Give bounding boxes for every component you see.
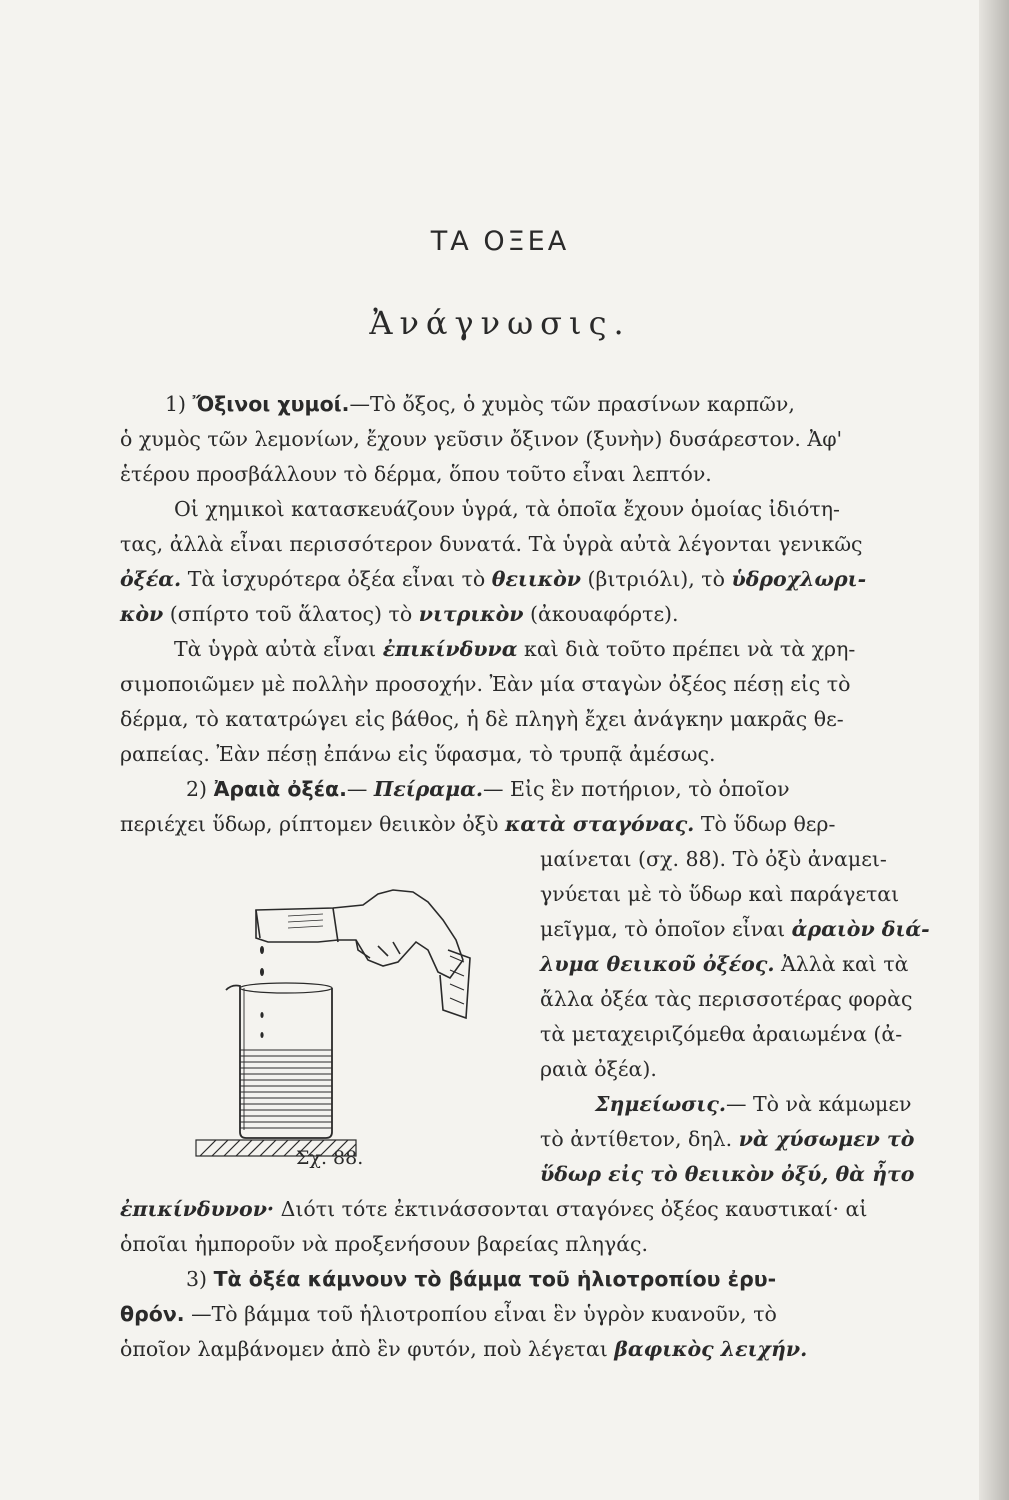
text-line [120, 1228, 970, 1260]
text-line [540, 1018, 1009, 1050]
text-span: ὁποῖον λαμβάνομεν ἀπὸ ἓν φυτόν, ποὺ λέγεται [120, 1337, 615, 1361]
text-line [540, 913, 1009, 945]
text-line [120, 458, 970, 490]
figure-88 [188, 880, 498, 1170]
text-line [120, 808, 970, 840]
bold-heading-text: Ἀραιὰ ὀξέα. [213, 777, 347, 801]
text-line [540, 1123, 1009, 1155]
text-span: — Τὸ νὰ κάμωμεν [725, 1092, 912, 1116]
section-heading: Ἀνάγνωσις. [369, 304, 631, 342]
text-span: Οἱ χημικοὶ κατασκευάζουν ὑγρά, τὰ ὁποῖα ἔχουν ὁμοίας ἰδιότη- [174, 497, 840, 521]
text-line [120, 668, 970, 700]
text-span: ἄλλα ὀξέα τὰς περισσοτέρας φορὰς [540, 987, 913, 1011]
text-line [165, 388, 1009, 420]
text-span: τὸ ἀντίθετον, δηλ. [540, 1127, 739, 1151]
emphasis-text: Σημείωσις. [595, 1092, 726, 1116]
text-span: δέρμα, τὸ κατατρώγει εἰς βάθος, ἡ δὲ πληγὴ ἔχει ἀνάγκην μακρᾶς θε- [120, 707, 844, 731]
text-span: Τὰ ὑγρὰ αὐτὰ εἶναι [174, 637, 383, 661]
text-line [120, 598, 970, 630]
text-span: 2) [186, 777, 214, 801]
text-span: ἑτέρου προσβάλλουν τὸ δέρμα, ὅπου τοῦτο εἶναι λεπτόν. [120, 462, 712, 486]
text-span: 3) [186, 1267, 214, 1291]
text-span: (ἀκουαφόρτε). [523, 602, 679, 626]
emphasis-text: λυμα θειικοῦ ὀξέος. [540, 952, 775, 976]
text-line [120, 738, 970, 770]
emphasis-text: νὰ χύσωμεν τὸ [738, 1127, 915, 1151]
emphasis-text: Πείραμα. [373, 777, 483, 801]
text-span: Διότι τότε ἐκτινάσσονται σταγόνες ὀξέος καυστικαί· αἱ [274, 1197, 868, 1221]
text-span: μαίνεται (σχ. 88). Τὸ ὀξὺ ἀναμει- [540, 847, 887, 871]
text-span: ὁποῖαι ἠμποροῦν νὰ προξενήσουν βαρείας πληγάς. [120, 1232, 649, 1256]
text-line [174, 633, 1009, 665]
text-line [120, 1193, 970, 1225]
emphasis-text: ὕδωρ εἰς τὸ θειικὸν ὀξύ, θὰ ἦτο [540, 1162, 915, 1186]
text-line [120, 423, 970, 455]
text-span: τὰ μεταχειριζόμεθα ἀραιωμένα (ἀ- [540, 1022, 903, 1046]
text-line [186, 773, 1009, 805]
bold-heading-text: Ὄξινοι χυμοί. [192, 392, 350, 416]
text-span: μεῖγμα, τὸ ὁποῖον εἶναι [540, 917, 792, 941]
text-span: Ἀλλὰ καὶ τὰ [774, 952, 909, 976]
text-span: —Τὸ βάμμα τοῦ ἡλιοτροπίου εἶναι ἓν ὑγρὸν κυανοῦν, τὸ [184, 1302, 777, 1326]
emphasis-text: θειικὸν [491, 567, 582, 591]
text-span: (σπίρτο τοῦ ἅλατος) τὸ [163, 602, 419, 626]
text-span: γνύεται μὲ τὸ ὕδωρ καὶ παράγεται [540, 882, 900, 906]
emphasis-text: βαφικὸς λειχήν. [614, 1337, 808, 1361]
emphasis-text: ἐπικίνδυνα [382, 637, 518, 661]
text-line [540, 843, 1009, 875]
text-line [540, 878, 1009, 910]
emphasis-text: ἀραιὸν διά- [791, 917, 930, 941]
text-span: 1) [165, 392, 193, 416]
text-span: περιέχει ὕδωρ, ρίπτομεν θειικὸν ὀξὺ [120, 812, 505, 836]
figure-caption: Σχ. 88. [296, 1147, 364, 1169]
text-span: ὁ χυμὸς τῶν λεμονίων, ἔχουν γεῦσιν ὄξινον (ξυνὴν) δυσάρεστον. Ἀφ' [120, 427, 843, 451]
text-line [120, 703, 970, 735]
text-line [540, 948, 1009, 980]
text-line [540, 983, 1009, 1015]
beaker [226, 983, 332, 1138]
text-line [540, 1158, 1009, 1190]
text-span: καὶ διὰ τοῦτο πρέπει νὰ τὰ χρη- [517, 637, 856, 661]
text-span: (βιτριόλι), τὸ [581, 567, 732, 591]
text-line [174, 493, 1009, 525]
liquid-in-beaker [240, 1050, 332, 1128]
emphasis-text: ἐπικίνδυνον· [120, 1197, 275, 1221]
text-span: σιμοποιῶμεν μὲ πολλὴν προσοχήν. Ἐὰν μία σταγὼν ὀξέος πέσῃ εἰς τὸ [120, 672, 851, 696]
text-line [120, 1298, 970, 1330]
page-title: ΤΑ ΟΞΕΑ [430, 226, 570, 257]
text-line [120, 1333, 970, 1365]
emphasis-text: κατὰ σταγόνας. [504, 812, 695, 836]
text-span: Τὸ ὕδωρ θερ- [694, 812, 836, 836]
text-span: ραπείας. Ἐὰν πέσῃ ἐπάνω εἰς ὕφασμα, τὸ τρυπᾷ ἀμέσως. [120, 742, 716, 766]
emphasis-text: ὀξέα. [120, 567, 182, 591]
hand-with-bottle [256, 890, 470, 1018]
text-span: —Τὸ ὄξος, ὁ χυμὸς τῶν πρασίνων καρπῶν, [349, 392, 795, 416]
text-line [540, 1053, 1009, 1085]
text-span: Τὰ ἰσχυρότερα ὀξέα εἶναι τὸ [181, 567, 492, 591]
text-span: — [346, 777, 374, 801]
text-span: — Εἰς ἓν ποτήριον, τὸ ὁποῖον [482, 777, 790, 801]
bold-heading-text: Τὰ ὀξέα κάμνουν τὸ βάμμα τοῦ ἡλιοτροπίου ἐρυ- [213, 1267, 777, 1291]
emphasis-text: ὑδροχλωρι- [731, 567, 867, 591]
text-line [120, 563, 970, 595]
text-span: ραιὰ ὀξέα). [540, 1057, 657, 1081]
bold-heading-text: θρόν. [120, 1302, 185, 1326]
text-span: τας, ἀλλὰ εἶναι περισσότερον δυνατά. Τὰ ὑγρὰ αὐτὰ λέγονται γενικῶς [120, 532, 863, 556]
emphasis-text: νιτρικὸν [418, 602, 524, 626]
text-line [186, 1263, 1009, 1295]
text-line [120, 528, 970, 560]
text-line [595, 1088, 1009, 1120]
beaker-illustration [188, 880, 498, 1170]
emphasis-text: κὸν [120, 602, 164, 626]
